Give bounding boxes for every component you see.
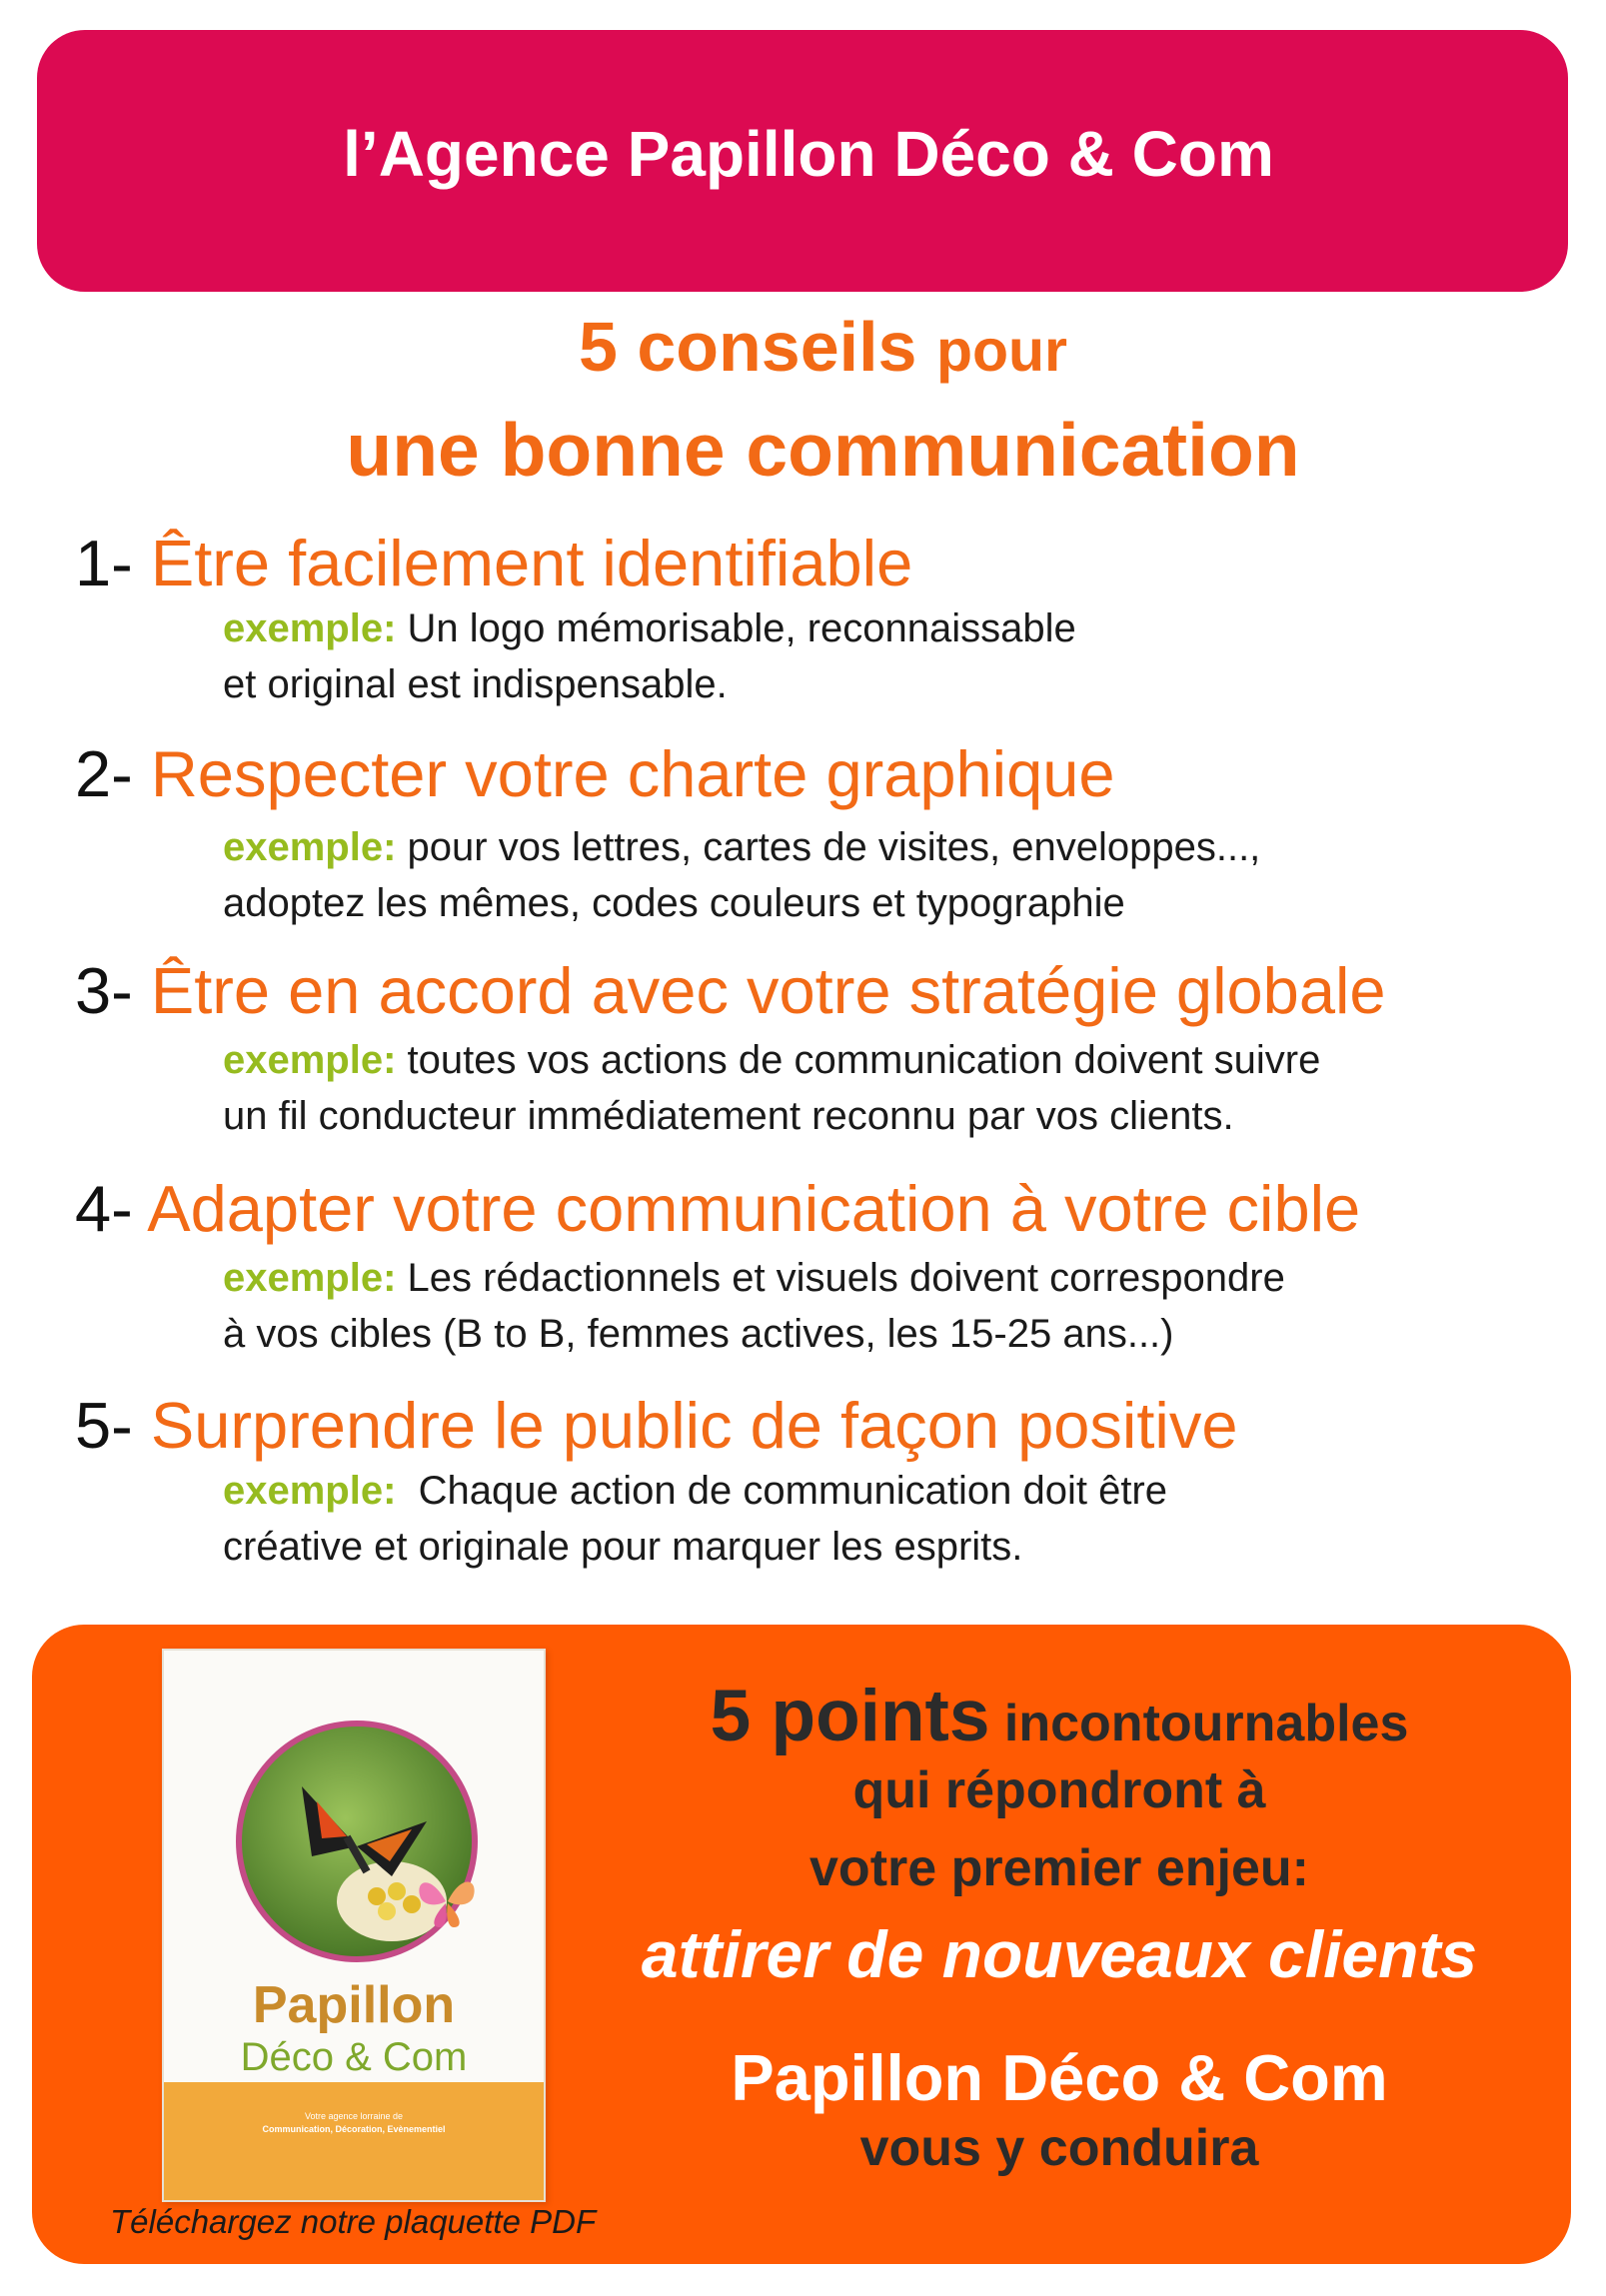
tip-number: 3-	[75, 954, 133, 1027]
promo-line1	[560, 1675, 1559, 1757]
main-title-suffix: pour	[935, 318, 1068, 384]
tip-title: Être facilement identifiable	[150, 527, 913, 599]
main-title-line2: une bonne communication	[346, 408, 1300, 492]
example-text-line2: et original est indispensable.	[223, 662, 728, 706]
example-text-line2: créative et originale pour marquer les esprits.	[223, 1525, 1023, 1569]
example-text: pour vos lettres, cartes de visites, enveloppes...,	[407, 825, 1261, 869]
example-text-line2: adoptez les mêmes, codes couleurs et typographie	[223, 881, 1125, 925]
example-label: exemple:	[223, 1469, 397, 1513]
tip-3	[75, 954, 1386, 1144]
main-title-strong: 5 conseils	[578, 308, 917, 386]
tip-4	[75, 1172, 1360, 1362]
promo-line4: attirer de nouveaux clients	[641, 1917, 1478, 1991]
brochure-subname: Déco & Com	[240, 2035, 468, 2079]
example-text: Les rédactionnels et visuels doivent correspondre	[407, 1256, 1285, 1300]
main-title-line1	[20, 307, 1606, 387]
tip-number: 1-	[75, 527, 133, 599]
brochure-band-line1: Votre agence lorraine de	[304, 2111, 404, 2121]
tip-title: Respecter votre charte graphique	[150, 737, 1115, 810]
promo-line3: votre premier enjeu:	[809, 1839, 1309, 1897]
example-label: exemple:	[223, 1038, 397, 1082]
tip-number: 5-	[75, 1389, 133, 1462]
example-text: Un logo mémorisable, reconnaissable	[407, 606, 1076, 650]
promo-line1-big: 5 points	[710, 1676, 990, 1756]
brochure-thumbnail[interactable]	[162, 1649, 546, 2202]
promo-line2: qui répondront à	[852, 1761, 1266, 1819]
small-butterfly-icon	[412, 1865, 482, 1935]
example-label: exemple:	[223, 606, 397, 650]
tip-number: 2-	[75, 737, 133, 810]
example-text: Chaque action de communication doit être	[407, 1469, 1167, 1513]
tip-1	[75, 527, 1076, 712]
example-text-line2: à vos cibles (B to B, femmes actives, les 15-25 ans...)	[223, 1312, 1174, 1356]
agency-title: l’Agence Papillon Déco & Com	[343, 118, 1274, 190]
header-banner	[37, 30, 1568, 292]
tip-title: Adapter votre communication à votre cible	[147, 1172, 1361, 1245]
example-text: toutes vos actions de communication doivent suivre	[407, 1038, 1321, 1082]
download-pdf-link[interactable]: Téléchargez notre plaquette PDF	[110, 2203, 597, 2240]
tip-title: Être en accord avec votre stratégie globale	[150, 954, 1386, 1027]
tip-5	[75, 1389, 1237, 1575]
brochure-band-line2: Communication, Décoration, Evènementiel	[262, 2124, 446, 2134]
tip-2	[75, 737, 1260, 931]
tip-title: Surprendre le public de façon positive	[150, 1389, 1238, 1462]
tip-number: 4-	[75, 1172, 133, 1245]
brochure-band	[164, 2082, 544, 2200]
promo-line6: vous y conduira	[859, 2119, 1259, 2177]
example-text-line2: un fil conducteur immédiatement reconnu par vos clients.	[223, 1094, 1234, 1138]
promo-line5: Papillon Déco & Com	[731, 2041, 1388, 2114]
example-label: exemple:	[223, 1256, 397, 1300]
brochure-name: Papillon	[252, 1976, 456, 2034]
promo-line1-rest: incontournables	[1003, 1695, 1409, 1752]
example-label: exemple:	[223, 825, 397, 869]
